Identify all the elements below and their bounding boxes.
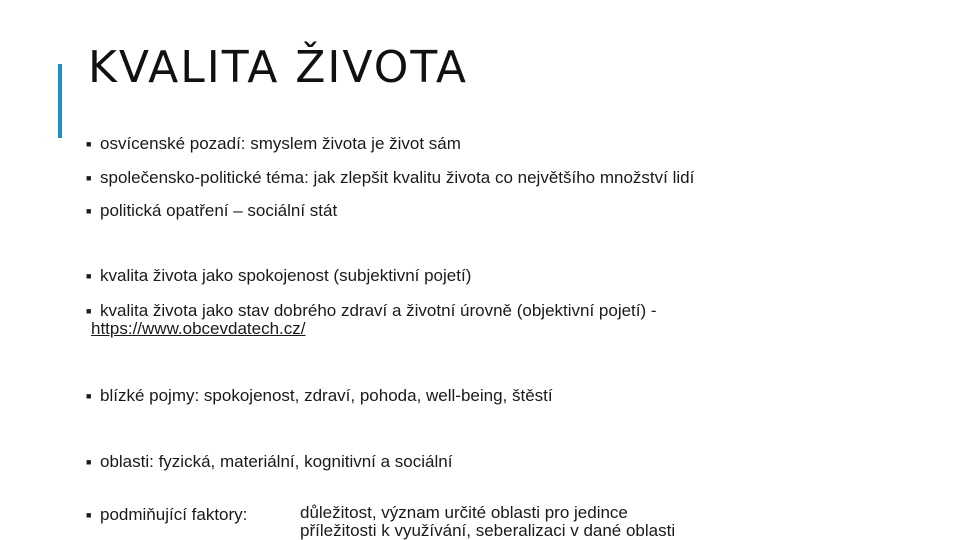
bullet-text: podmiňující faktory: xyxy=(100,505,248,524)
bullet-item xyxy=(86,265,471,287)
square-bullet-icon: ■ xyxy=(86,457,92,467)
bullet-text: osvícenské pozadí: smyslem života je život sám xyxy=(100,134,461,153)
bullet-item xyxy=(86,200,337,222)
factors-list xyxy=(300,504,675,540)
bullet-item xyxy=(86,167,694,189)
accent-bar xyxy=(58,64,62,138)
square-bullet-icon: ■ xyxy=(86,391,92,401)
bullet-text: kvalita života jako stav dobrého zdraví a životní úrovně (objektivní pojetí) - xyxy=(100,301,657,320)
slide-title: KVALITA ŽIVOTA xyxy=(88,42,468,93)
factor-item: důležitost, význam určité oblasti pro jedince xyxy=(300,503,628,522)
bullet-text: blízké pojmy: spokojenost, zdraví, pohoda, well-being, štěstí xyxy=(100,386,553,405)
bullet-text: společensko-politické téma: jak zlepšit kvalitu života co největšího množství lidí xyxy=(100,168,695,187)
square-bullet-icon: ■ xyxy=(86,139,92,149)
bullet-text: kvalita života jako spokojenost (subjektivní pojetí) xyxy=(100,266,472,285)
bullet-item xyxy=(86,451,452,473)
square-bullet-icon: ■ xyxy=(86,271,92,281)
square-bullet-icon: ■ xyxy=(86,510,92,520)
reference-link[interactable]: https://www.obcevdatech.cz/ xyxy=(91,319,306,338)
bullet-text: politická opatření – sociální stát xyxy=(100,201,338,220)
square-bullet-icon: ■ xyxy=(86,306,92,316)
square-bullet-icon: ■ xyxy=(86,206,92,216)
bullet-text: oblasti: fyzická, materiální, kognitivní a sociální xyxy=(100,452,453,471)
bullet-item xyxy=(86,133,461,155)
factor-item: příležitosti k využívání, seberalizaci v dané oblasti xyxy=(300,521,676,540)
bullet-item xyxy=(86,385,553,407)
square-bullet-icon: ■ xyxy=(86,173,92,183)
bullet-item xyxy=(86,504,247,526)
